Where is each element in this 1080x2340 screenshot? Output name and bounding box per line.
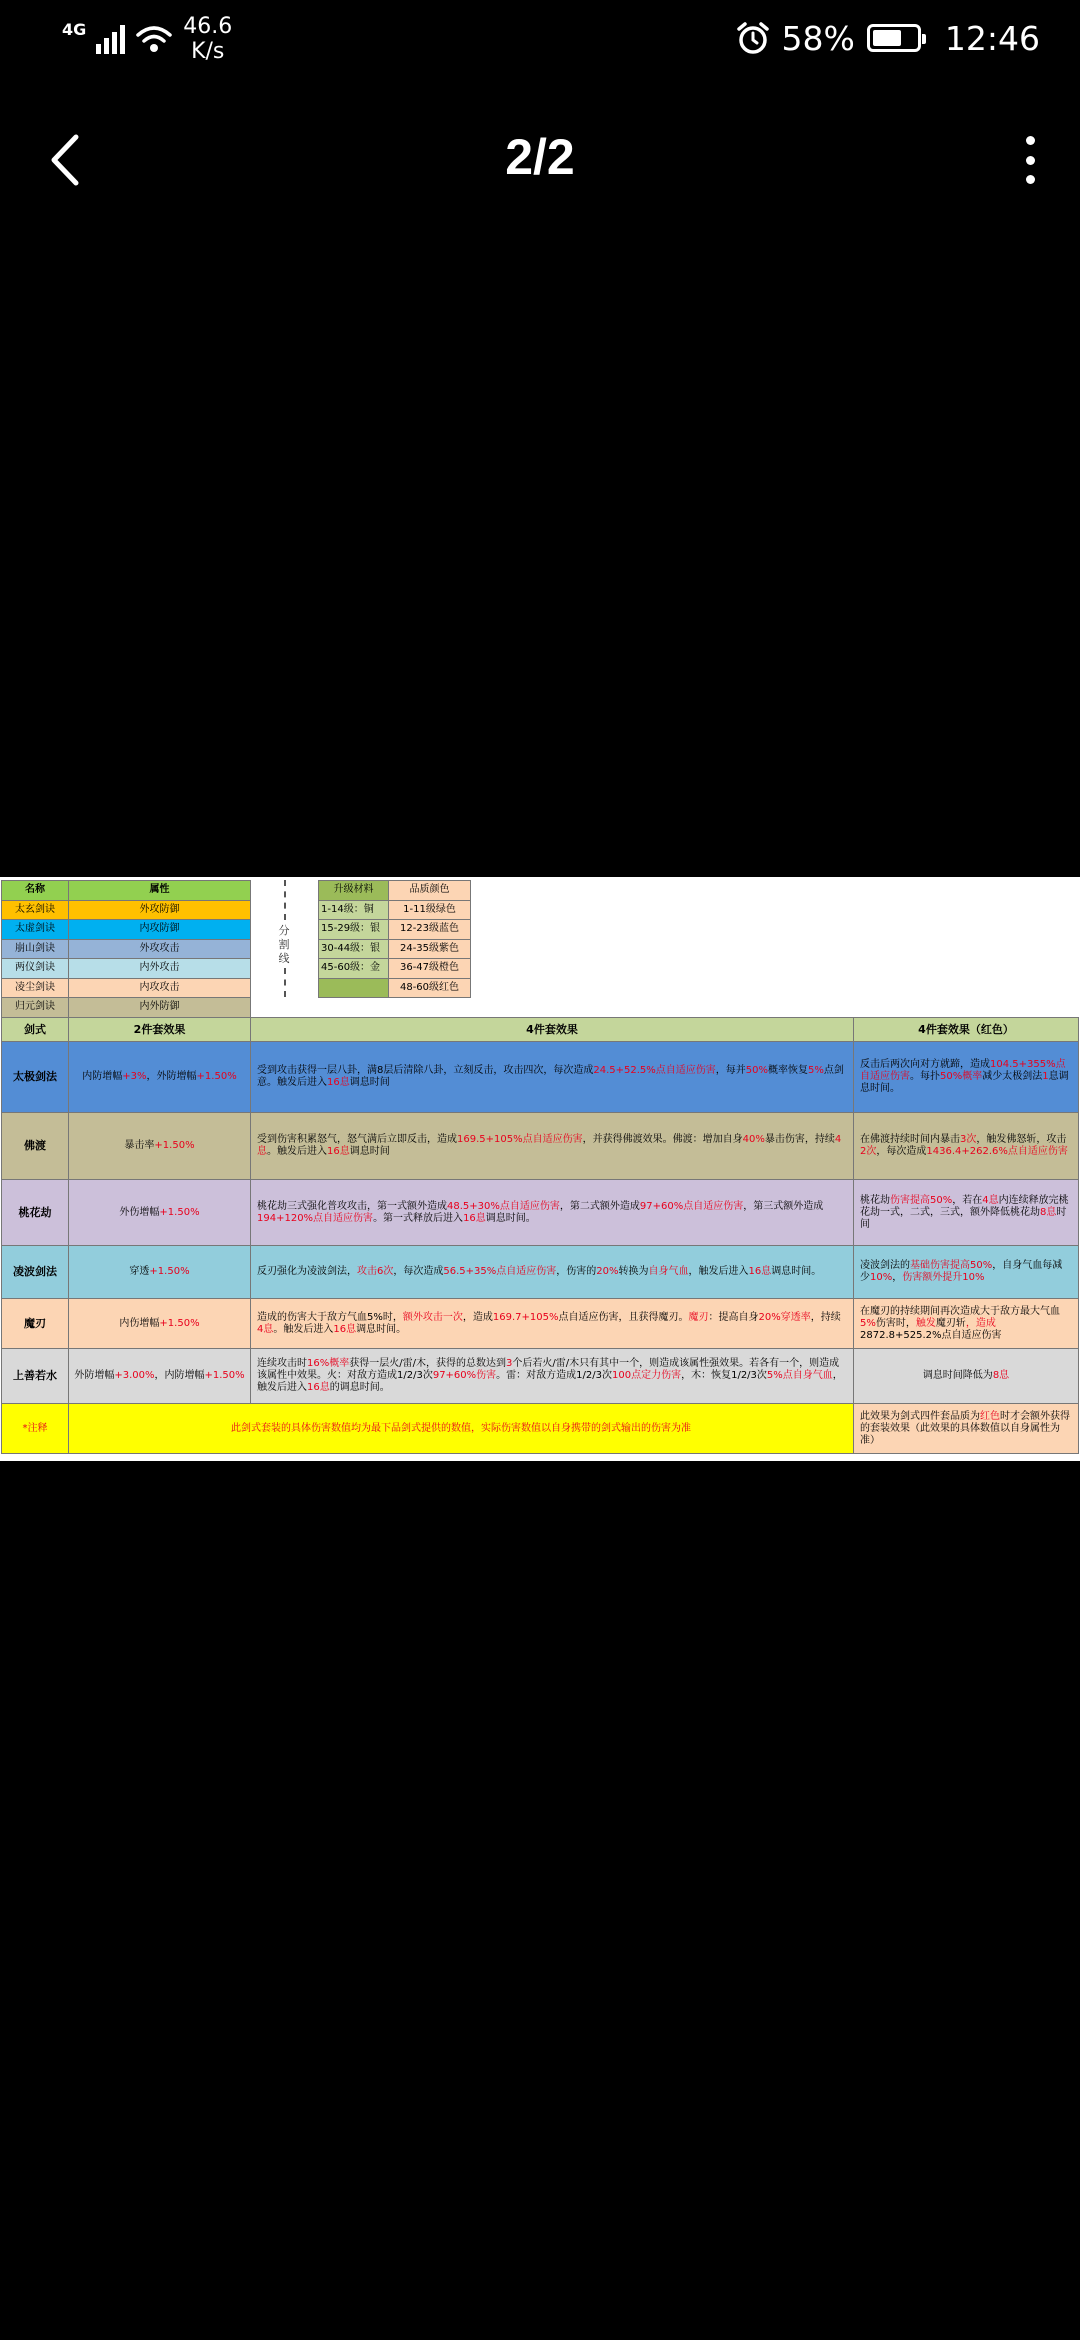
set-name: 凌波剑法 (2, 1246, 69, 1299)
highlight-text: 40% (742, 1134, 765, 1145)
battery-icon (867, 24, 921, 52)
highlight-text: +1.50% (159, 1206, 200, 1218)
set-name: 佛渡 (2, 1113, 69, 1180)
effect-text: 的调息时间。 (329, 1382, 390, 1393)
effect-text: ， (892, 1272, 903, 1283)
effect-text: 时才会额外获得的套装效果（此效果的具体数值以自身属性为准） (860, 1410, 1070, 1446)
highlight-text: 2次 (860, 1146, 877, 1157)
highlight-text: +1.50% (154, 1140, 195, 1151)
attr-name: 崩山剑诀 (2, 939, 69, 959)
highlight-text: 伤害额外提升10% (902, 1272, 985, 1283)
grade-quality: 1-11级绿色 (389, 900, 471, 920)
attr-value: 内外防御 (69, 998, 251, 1018)
set-header-four: 4件套效果 (251, 1018, 854, 1042)
set-four-effect (251, 1246, 854, 1299)
effect-text: 反击后两次向对方就蹄，造成 (860, 1059, 990, 1070)
highlight-text: +3.00% (114, 1370, 155, 1381)
effect-text: 概率恢复 (768, 1065, 809, 1076)
effect-text: ，触发后进入 (257, 1370, 843, 1393)
effect-text: 获得一层火/雷/木，获得的总数达到 (349, 1358, 506, 1369)
red-set-note (854, 1404, 1079, 1454)
highlight-text: 169.5+105%点自适应伤害 (457, 1134, 583, 1145)
effect-text: ，并获得佛渡效果。佛渡：增加自身 (582, 1134, 743, 1145)
highlight-text: 10% (870, 1272, 893, 1283)
effect-text: 。每扑 (910, 1071, 940, 1082)
signal-icon (96, 24, 125, 54)
effect-text: 息调息时间。 (860, 1071, 1069, 1094)
set-four-effect (251, 1349, 854, 1404)
highlight-text: 56.5+35%点自适应伤害 (443, 1266, 557, 1277)
attr-header-name: 名称 (2, 881, 69, 901)
highlight-text: 16息 (333, 1323, 357, 1335)
effect-text: 内连续释放完桃花劫一式，二式，三式，额外降低桃花劫 (860, 1194, 1069, 1218)
highlight-text: 3次 (960, 1134, 977, 1145)
grade-material: 30-44级：银 (319, 939, 389, 959)
highlight-text: 5% (860, 1317, 876, 1329)
status-right (736, 16, 1040, 60)
effect-text: 。第一式释放后进入 (373, 1212, 464, 1224)
highlight-text: 104.5+355%点自适应伤害 (860, 1059, 1066, 1082)
set-two-effect (69, 1349, 251, 1404)
effect-text: 外伤增幅 (119, 1206, 160, 1218)
effect-text: 时间 (860, 1206, 1067, 1230)
highlight-text: 16息 (327, 1146, 350, 1157)
set-two-effect (69, 1180, 251, 1246)
effect-text: 调息时间。 (356, 1323, 407, 1335)
set-two-effect (69, 1246, 251, 1299)
highlight-text: 97+60%点自适应伤害 (639, 1200, 744, 1212)
effect-text: ，第二式额外造成 (559, 1200, 640, 1212)
effect-text: 在佛渡持续时间内暴击 (860, 1134, 960, 1145)
set-name: 桃花劫 (2, 1180, 69, 1246)
highlight-text: 3 (505, 1358, 513, 1369)
set-header-red: 4件套效果（红色） (854, 1018, 1079, 1042)
effect-text: 。触发后进入 (267, 1146, 327, 1157)
highlight-text: +1.50% (196, 1071, 237, 1082)
effect-text: ，造成 (462, 1311, 493, 1323)
effect-text: 反刃强化为凌波剑法， (257, 1266, 357, 1277)
effect-text: 穿透 (129, 1266, 150, 1277)
highlight-text: +1.50% (204, 1370, 245, 1381)
effect-text: 魔刃斩 (935, 1317, 966, 1329)
effect-text: ：提高自身 (708, 1311, 759, 1323)
set-four-effect (251, 1042, 854, 1113)
effect-text: ，木：恢复1/2/3次 (681, 1370, 767, 1381)
note-label: *注释 (2, 1404, 69, 1454)
wifi-icon (135, 24, 173, 54)
highlight-text: 攻击6次 (357, 1266, 394, 1277)
effect-text: ，伤害的 (556, 1266, 597, 1277)
status-bar (0, 0, 1080, 80)
highlight-text: ，造成 (965, 1317, 996, 1329)
grade-material: 45-60级：金 (319, 959, 389, 979)
attr-value: 内外攻击 (69, 959, 251, 979)
effect-text: 内伤增幅 (119, 1317, 160, 1329)
effect-text: 点剑意。触发后进入 (257, 1065, 844, 1088)
effect-text: 造成的伤害大于敌方气血5%时， (257, 1311, 403, 1323)
effect-text: 连续攻击时 (257, 1358, 307, 1369)
highlight-text: +1.50% (159, 1317, 200, 1329)
attr-name: 归元剑诀 (2, 998, 69, 1018)
set-red-effect (854, 1246, 1079, 1299)
highlight-text: 8息 (1040, 1206, 1057, 1218)
effect-text: ，第三式额外造成 (743, 1200, 824, 1212)
effect-text: 调息时间。 (485, 1212, 536, 1224)
highlight-text: 48.5+30%点自适应伤害 (447, 1200, 560, 1212)
effect-text: ，触发佛怒斩，攻击 (976, 1134, 1067, 1145)
attr-value: 内攻防御 (69, 920, 251, 940)
highlight-text: 5%点自身气血 (766, 1370, 833, 1381)
highlight-text: 5% (808, 1065, 824, 1076)
set-name: 上善若水 (2, 1349, 69, 1404)
effect-text: 调息时间。 (771, 1266, 822, 1277)
set-four-effect (251, 1299, 854, 1349)
set-name: 魔刃 (2, 1299, 69, 1349)
highlight-text: 伤害提高50% (890, 1194, 953, 1206)
effect-text: 点自适应伤害，且获得魔刃。 (558, 1311, 689, 1323)
set-four-effect (251, 1113, 854, 1180)
effect-text: ，若在 (952, 1194, 983, 1206)
set-four-effect (251, 1180, 854, 1246)
grade-header-material: 升级材料 (319, 881, 389, 901)
highlight-text: 169.7+105% (492, 1311, 559, 1323)
effect-text: 暴击伤害，持续 (764, 1134, 835, 1145)
effect-text: 个后若火/雷/木只有其中一个，则造成该属性强效果。若各有一个，则造成该属性中效果。火：对敌方造成1/2/3次 (257, 1358, 840, 1381)
battery-percent: 58% (781, 18, 855, 58)
effect-text: ，触发后进入 (688, 1266, 749, 1277)
highlight-text: 1 (1042, 1071, 1049, 1082)
effect-text: 受到攻击获得一层八卦，满8层后清除八卦，立刻反击，攻击四次，每次造成 (257, 1065, 594, 1076)
network-speed (183, 14, 232, 64)
effect-text: 减少太极剑法 (982, 1071, 1043, 1082)
speed-unit: K/s (191, 39, 225, 64)
set-two-effect (69, 1042, 251, 1113)
highlight-text: 20%穿透率 (758, 1311, 811, 1323)
set-red-effect (854, 1042, 1079, 1113)
set-two-effect (69, 1299, 251, 1349)
effect-text: 。雷：对敌方造成1/2/3次 (496, 1370, 612, 1381)
set-red-effect (854, 1180, 1079, 1246)
effect-text: ，外防增幅 (146, 1071, 197, 1082)
attr-value: 内攻攻击 (69, 978, 251, 998)
effect-text: ，每并 (715, 1065, 746, 1076)
highlight-text: 97+60%伤害 (432, 1370, 497, 1381)
effect-text: 调息时间降低为 (922, 1370, 993, 1381)
set-effect-table (1, 1017, 1079, 1454)
set-red-effect (854, 1349, 1079, 1404)
effect-text: 调息时间 (349, 1146, 390, 1157)
clock: 12:46 (944, 18, 1040, 58)
grade-quality: 24-35级紫色 (389, 939, 471, 959)
set-red-effect (854, 1299, 1079, 1349)
attr-value: 外攻攻击 (69, 939, 251, 959)
grade-table (318, 880, 471, 998)
highlight-text: 24.5+52.5%点自适应伤害 (593, 1065, 716, 1076)
set-name: 太极剑法 (2, 1042, 69, 1113)
set-header-two: 2件套效果 (69, 1018, 251, 1042)
network-type: 4G (62, 20, 87, 39)
more-options-button[interactable] (1018, 136, 1042, 184)
effect-text: 内防增幅 (82, 1071, 123, 1082)
alarm-icon (736, 21, 770, 55)
effect-text: 暴击率 (124, 1140, 155, 1151)
effect-text: ，每次造成 (876, 1146, 927, 1157)
effect-text: 外防增幅 (74, 1370, 115, 1381)
highlight-text: 100点定力伤害 (612, 1370, 682, 1381)
effect-text: 伤害时， (875, 1317, 916, 1329)
status-left (62, 14, 232, 64)
viewer-header (0, 110, 1080, 210)
note-text: 此剑式套装的具体伤害数值均为最下品剑式提供的数值，实际伤害数值以自身携带的剑式输出的伤害为准 (69, 1404, 854, 1454)
highlight-text: 基础伤害提高50% (910, 1260, 993, 1271)
grade-material (319, 978, 389, 998)
highlight-text: 红色 (980, 1410, 1000, 1422)
highlight-text: 魔刃 (688, 1311, 709, 1323)
effect-text: ，持续 (810, 1311, 841, 1323)
grade-material: 15-29级：银 (319, 920, 389, 940)
grade-quality: 12-23级蓝色 (389, 920, 471, 940)
grade-quality: 36-47级橙色 (389, 959, 471, 979)
effect-text: 受到伤害积累怒气，怒气满后立即反击，造成 (257, 1134, 457, 1145)
highlight-text: 额外攻击一次 (402, 1311, 463, 1323)
attribute-table (1, 880, 251, 1018)
highlight-text: +3% (122, 1071, 147, 1082)
highlight-text: 194+120%点自适应伤害 (257, 1212, 374, 1224)
set-header-name: 剑式 (2, 1018, 69, 1042)
divider-line (250, 880, 318, 997)
attr-name: 两仪剑诀 (2, 959, 69, 979)
highlight-text: 16息 (307, 1382, 330, 1393)
highlight-text: 16息 (463, 1212, 486, 1224)
effect-text: ，内防增幅 (154, 1370, 205, 1381)
highlight-text: 50%概率 (940, 1071, 983, 1082)
speed-value: 46.6 (183, 14, 233, 39)
set-two-effect (69, 1113, 251, 1180)
effect-text: 调息时间 (349, 1077, 390, 1088)
attr-name: 太虚剑诀 (2, 920, 69, 940)
effect-text: ，自身气血每减少 (860, 1260, 1063, 1283)
effect-text: 转换为 (618, 1266, 649, 1277)
grade-header-quality: 品质颜色 (389, 881, 471, 901)
highlight-text: +1.50% (149, 1266, 190, 1277)
highlight-text: 4息 (257, 1323, 274, 1335)
divider-label: 分割线 (278, 924, 290, 965)
highlight-text: 20% (596, 1266, 619, 1277)
highlight-text: 50% (745, 1065, 769, 1076)
effect-text: 桃花劫三式强化普攻攻击，第一式额外造成 (257, 1200, 447, 1212)
grade-material: 1-14级：铜 (319, 900, 389, 920)
highlight-text: 触发 (915, 1317, 936, 1329)
highlight-text: 4息 (982, 1194, 999, 1206)
effect-text: 凌波剑法的 (860, 1260, 910, 1271)
effect-text: 在魔刃的持续期间再次造成大于敌方最大气血 (860, 1305, 1060, 1317)
effect-text: 桃花劫 (860, 1194, 890, 1206)
more-vertical-icon (1026, 136, 1035, 145)
effect-text: 。触发后进入 (273, 1323, 334, 1335)
grade-quality: 48-60级红色 (389, 978, 471, 998)
page-indicator: 2/2 (505, 129, 575, 185)
highlight-text: 16息 (327, 1077, 350, 1088)
attr-name: 太玄剑诀 (2, 900, 69, 920)
highlight-text: 1436.4+262.6%点自适应伤害 (926, 1146, 1068, 1157)
effect-text: 此效果为剑式四件套品质为 (860, 1410, 980, 1422)
highlight-text: 16%概率 (307, 1358, 350, 1369)
displayed-image[interactable] (0, 877, 1080, 1461)
highlight-text: 16息 (748, 1266, 772, 1277)
highlight-text: 自身气血 (648, 1266, 689, 1277)
set-red-effect (854, 1113, 1079, 1180)
effect-text: ，每次造成 (393, 1266, 444, 1277)
attr-value: 外攻防御 (69, 900, 251, 920)
attr-name: 凌尘剑诀 (2, 978, 69, 998)
attr-header-attr: 属性 (69, 881, 251, 901)
highlight-text: 8息 (992, 1370, 1010, 1381)
effect-text: 2872.8+525.2%点自适应伤害 (860, 1329, 1002, 1341)
highlight-text: 4息 (257, 1134, 842, 1157)
